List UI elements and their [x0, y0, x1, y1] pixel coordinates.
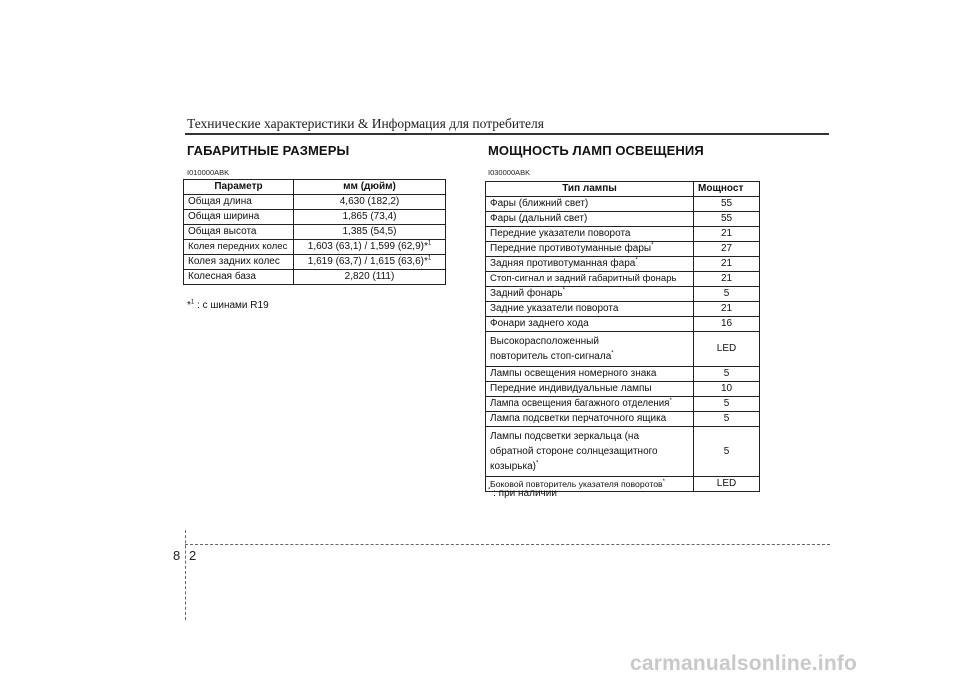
lamps-footnote: * : при наличии: [488, 487, 557, 499]
lamp-type: Лампы освещения номерного знака: [486, 367, 694, 382]
lamp-power: 21: [694, 227, 760, 242]
lamps-title: МОЩНОСТЬ ЛАМП ОСВЕЩЕНИЯ: [488, 143, 704, 158]
lamp-type: Задние указатели поворота: [486, 302, 694, 317]
dimensions-header-value: мм (дюйм): [294, 180, 446, 195]
lamp-power: 21: [694, 272, 760, 287]
dimensions-code: I010000ABK: [187, 168, 230, 177]
lamp-type: Фары (ближний свет): [486, 197, 694, 212]
table-row: [486, 367, 760, 382]
table-row: [486, 382, 760, 397]
lamp-type: Передние индивидуальные лампы: [486, 382, 694, 397]
dimension-value: 2,820 (111): [294, 270, 446, 285]
footer-rule: [185, 544, 830, 545]
lamp-power: 5: [694, 397, 760, 412]
dimension-value: 1,865 (73,4): [294, 210, 446, 225]
table-row: [486, 212, 760, 227]
table-row: [486, 412, 760, 427]
lamp-type: Фары (дальний свет): [486, 212, 694, 227]
lamps-header-row: [486, 182, 760, 197]
table-row: [184, 195, 446, 210]
lamp-power: 5: [694, 427, 760, 477]
lamp-type: Задняя противотуманная фара*: [486, 257, 694, 272]
lamp-power: 27: [694, 242, 760, 257]
dimension-value: 1,385 (54,5): [294, 225, 446, 240]
page-number-section: 8: [173, 548, 181, 563]
lamp-power: LED: [694, 332, 760, 367]
dimensions-title: ГАБАРИТНЫЕ РАЗМЕРЫ: [187, 143, 350, 158]
page-header-title: Технические характеристики & Информация для потребителя: [187, 116, 544, 131]
table-row: [486, 257, 760, 272]
lamps-table: [485, 181, 760, 492]
dimension-value: 1,619 (63,7) / 1,615 (63,6)*$^1$: [294, 255, 446, 270]
dimension-param: Колея задних колес: [184, 255, 294, 270]
lamp-type: Задний фонарь*: [486, 287, 694, 302]
lamp-power: 5: [694, 287, 760, 302]
table-row: [184, 255, 446, 270]
watermark-text: carmanualsonline.info: [630, 652, 858, 675]
lamp-type: Передние противотуманные фары*: [486, 242, 694, 257]
lamp-type: Лампы подсветки зеркальца (на обратной стороне солнцезащитного козырька)*: [486, 427, 694, 477]
lamps-header-power: Мощност: [694, 182, 760, 197]
dimensions-table: [183, 179, 446, 285]
lamps-header-type: Тип лампы: [486, 182, 694, 197]
dimensions-header-param: Параметр: [184, 180, 294, 195]
table-row: [486, 287, 760, 302]
table-row: [486, 197, 760, 212]
lamp-type: Высокорасположенный повторитель стоп-сигнала*: [486, 332, 694, 367]
header-rule: [185, 133, 829, 135]
dimensions-footnote: *$^1$ : с шинами R19: [187, 299, 269, 311]
dimension-param: Колея передних колес: [184, 240, 294, 255]
table-row: [184, 225, 446, 240]
table-row: [486, 427, 760, 477]
lamp-power: 55: [694, 212, 760, 227]
dimension-param: Колесная база: [184, 270, 294, 285]
page-number-page: 2: [189, 548, 197, 563]
table-row: [486, 397, 760, 412]
page-divider: [185, 530, 186, 620]
lamp-power: 21: [694, 257, 760, 272]
table-row: [184, 210, 446, 225]
dimension-value: 1,603 (63,1) / 1,599 (62,9)*$^1$: [294, 240, 446, 255]
dimension-value: 4,630 (182,2): [294, 195, 446, 210]
dimension-param: Общая высота: [184, 225, 294, 240]
table-row: [184, 270, 446, 285]
lamp-type: Передние указатели поворота: [486, 227, 694, 242]
lamp-type: Стоп-сигнал и задний габаритный фонарь: [486, 272, 694, 287]
lamp-power: 16: [694, 317, 760, 332]
lamp-power: 5: [694, 412, 760, 427]
lamp-type: Фонари заднего хода: [486, 317, 694, 332]
dimension-param: Общая длина: [184, 195, 294, 210]
lamp-power: 21: [694, 302, 760, 317]
lamp-type: Боковой повторитель указателя поворотов*: [486, 477, 694, 492]
lamp-power: 10: [694, 382, 760, 397]
table-row: [486, 302, 760, 317]
dimensions-header-row: [184, 180, 446, 195]
lamp-power: 5: [694, 367, 760, 382]
lamps-code: I030000ABK: [488, 168, 531, 177]
lamp-power: LED: [694, 477, 760, 492]
lamp-type: Лампа освещения багажного отделения*: [486, 397, 694, 412]
table-row: [486, 332, 760, 367]
lamp-type: Лампа подсветки перчаточного ящика: [486, 412, 694, 427]
dimension-param: Общая ширина: [184, 210, 294, 225]
lamp-power: 55: [694, 197, 760, 212]
table-row: [486, 227, 760, 242]
table-row: [486, 242, 760, 257]
table-row: [184, 240, 446, 255]
table-row: [486, 317, 760, 332]
table-row: [486, 272, 760, 287]
